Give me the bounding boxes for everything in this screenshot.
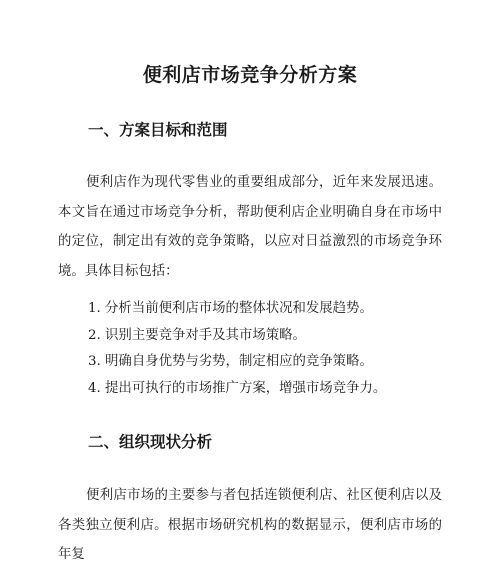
section-status-paragraph: 便利店市场的主要参与者包括连锁便利店、社区便利店以及各类独立便利店。根据市场研究机构的数据显示，便利店市场的年复 xyxy=(58,488,442,562)
list-item: 2. 识别主要竞争对手及其市场策略。 xyxy=(88,327,306,343)
list-item: 4. 提出可执行的市场推广方案，增强市场竞争力。 xyxy=(88,380,387,396)
section-heading-status: 二、组织现状分析 xyxy=(88,433,213,451)
document-title: 便利店市场竞争分析方案 xyxy=(142,64,358,86)
section-heading-goals: 一、方案目标和范围 xyxy=(88,121,228,139)
list-item: 1. 分析当前便利店市场的整体状况和发展趋势。 xyxy=(88,301,373,316)
goals-list xyxy=(88,296,386,402)
list-item: 3. 明确自身优势与劣势，制定相应的竞争策略。 xyxy=(88,354,373,369)
section-goals-paragraph: 便利店作为现代零售业的重要组成部分，近年来发展迅速。本文旨在通过市场竞争分析，帮助便利店企业明确自身在市场中的定位，制定出有效的竞争策略，以应对日益激烈的市场竞争环境。具体目标包括： xyxy=(58,175,442,279)
